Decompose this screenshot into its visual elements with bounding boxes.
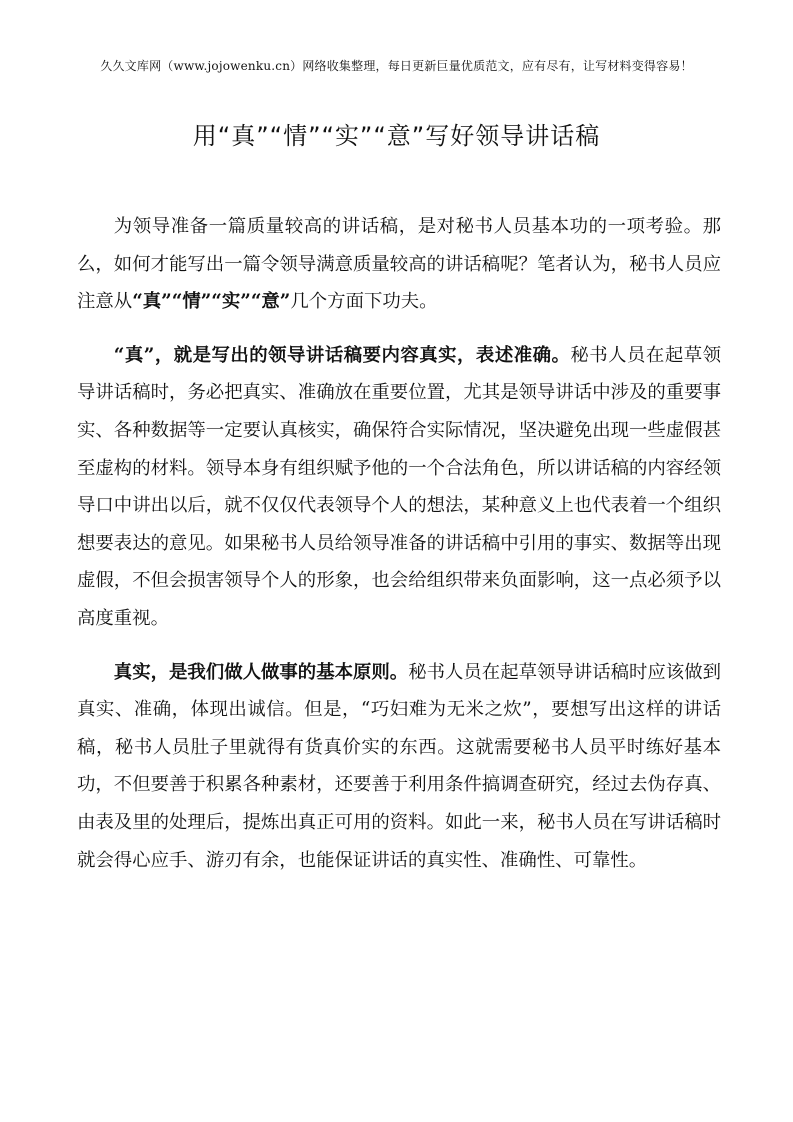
section-truth-text: 秘书人员在起草领导讲话稿时应该做到真实、准确，体现出诚信。但是，“巧妇难为无米之炊”，要想写出这样的讲话稿，秘书人员肚子里就得有货真价实的东西。这就需要秘书人员平时练好基本功，不但要善于积累各种素材，还要善于利用条件搞调查研究，经过去伪存真、由表及里的处理后，提炼出真正可用的资料。如此一来，秘书人员在写讲话稿时就会得心应手、游刃有余，也能保证讲话的真实性、准确性、可靠性。: [77, 661, 721, 871]
intro-text-after: 几个方面下功夫。: [290, 291, 438, 313]
document-title: 用“真”“情”“实”“意”写好领导讲话稿: [192, 122, 601, 150]
intro-keywords: “真”“情”“实”“意”: [132, 291, 291, 313]
section-truth-lead: 真实，是我们做人做事的基本原则。: [113, 661, 409, 683]
section-zhen-paragraph: [77, 337, 721, 638]
document-body: [77, 208, 721, 895]
section-zhen-text: 秘书人员在起草领导讲话稿时，务必把真实、准确放在重要位置，尤其是领导讲话中涉及的重要事实、各种数据等一定要认真核实，确保符合实际情况，坚决避免出现一些虚假甚至虚构的材料。领导本身有组织赋予他的一个合法角色，所以讲话稿的内容经领导口中讲出以后，就不仅仅代表领导个人的想法，某种意义上也代表着一个组织想要表达的意见。如果秘书人员给领导准备的讲话稿中引用的事实、数据等出现虚假，不但会损害领导个人的形象，也会给组织带来负面影响，这一点必须予以高度重视。: [77, 344, 721, 629]
section-zhen-lead: “真”，就是写出的领导讲话稿要内容真实，表述准确。: [113, 344, 571, 366]
section-truth-paragraph: [77, 654, 721, 880]
intro-text-before: 为领导准备一篇质量较高的讲话稿，是对秘书人员基本功的一项考验。那么，如何才能写出一篇令领导满意质量较高的讲话稿呢？笔者认为，秘书人员应注意从: [77, 216, 721, 313]
intro-paragraph: [77, 208, 721, 321]
page-header-banner: 久久文库网（www.jojowenku.cn）网络收集整理，每日更新巨量优质范文，应有尽有，让写材料变得容易！: [100, 59, 693, 73]
